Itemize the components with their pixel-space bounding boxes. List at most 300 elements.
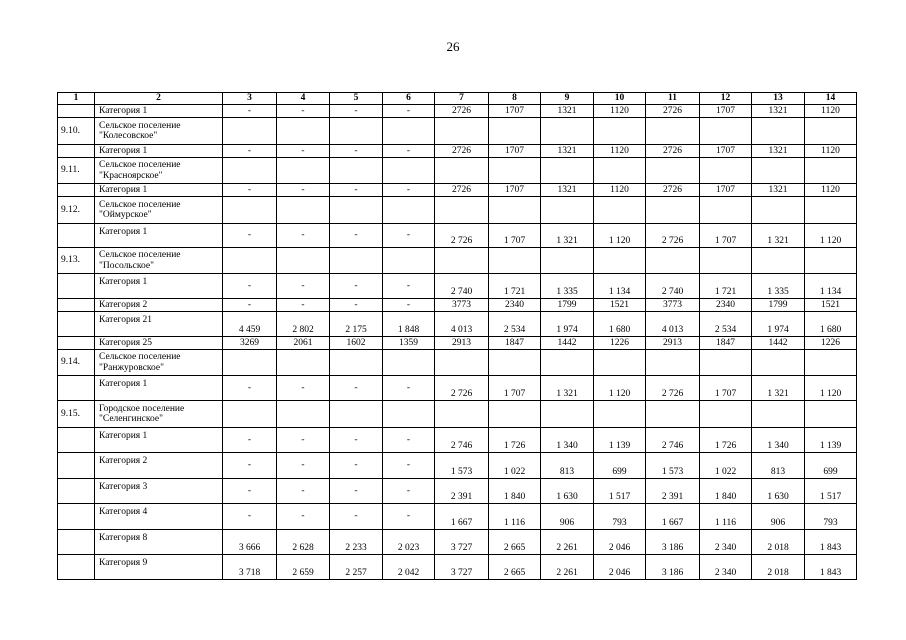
column-header: 1 — [58, 93, 95, 105]
value-cell: 3773 — [646, 299, 700, 312]
column-header: 4 — [277, 93, 330, 105]
value-cell — [277, 197, 330, 224]
value-cell: 2726 — [646, 145, 700, 158]
value-cell — [223, 401, 277, 428]
value-cell: - — [223, 504, 277, 530]
value-cell: 2 659 — [277, 555, 330, 580]
value-cell: 2 391 — [646, 479, 700, 504]
value-cell: 1226 — [805, 337, 857, 350]
value-cell — [223, 158, 277, 184]
value-cell: 1602 — [330, 337, 383, 350]
value-cell: 1 340 — [541, 428, 594, 453]
value-cell: 2 233 — [330, 530, 383, 555]
section-row — [58, 158, 857, 184]
value-cell — [752, 158, 805, 184]
value-cell: 2 261 — [541, 530, 594, 555]
value-cell: - — [383, 224, 435, 248]
value-cell: 1 974 — [752, 312, 805, 337]
value-cell: - — [277, 299, 330, 312]
value-cell: 2 726 — [646, 224, 700, 248]
category-row — [58, 337, 857, 350]
value-cell — [752, 118, 805, 145]
value-cell: 2061 — [277, 337, 330, 350]
value-cell: - — [330, 299, 383, 312]
row-name: Сельское поселение "Красноярское" — [95, 158, 223, 184]
value-cell — [594, 158, 646, 184]
value-cell: 1 134 — [594, 274, 646, 299]
value-cell — [805, 350, 857, 376]
value-cell: - — [277, 428, 330, 453]
row-number: 9.15. — [58, 401, 95, 428]
value-cell: 1 726 — [700, 428, 752, 453]
column-header: 7 — [435, 93, 489, 105]
value-cell: - — [277, 145, 330, 158]
value-cell — [223, 118, 277, 145]
value-cell: 813 — [541, 453, 594, 479]
value-cell: - — [330, 224, 383, 248]
value-cell: 1120 — [805, 145, 857, 158]
row-name: Категория 25 — [95, 337, 223, 350]
value-cell: 1 721 — [489, 274, 541, 299]
value-cell: 1 321 — [541, 376, 594, 401]
value-cell: 2 257 — [330, 555, 383, 580]
row-name: Сельское поселение "Ранжуровское" — [95, 350, 223, 376]
category-row — [58, 312, 857, 337]
section-row — [58, 197, 857, 224]
value-cell: 3 718 — [223, 555, 277, 580]
value-cell: 793 — [594, 504, 646, 530]
value-cell — [277, 401, 330, 428]
category-row — [58, 504, 857, 530]
value-cell — [805, 158, 857, 184]
value-cell: 1442 — [541, 337, 594, 350]
row-name: Сельское поселение "Посольское" — [95, 248, 223, 274]
value-cell: 2 023 — [383, 530, 435, 555]
row-number — [58, 479, 95, 504]
value-cell: - — [277, 224, 330, 248]
value-cell: - — [383, 376, 435, 401]
value-cell: - — [223, 299, 277, 312]
value-cell: 1 721 — [700, 274, 752, 299]
value-cell — [594, 197, 646, 224]
value-cell: 2 018 — [752, 530, 805, 555]
value-cell: 1 707 — [700, 224, 752, 248]
value-cell: 1 573 — [435, 453, 489, 479]
value-cell: 1359 — [383, 337, 435, 350]
value-cell — [383, 248, 435, 274]
category-row — [58, 376, 857, 401]
value-cell: - — [383, 428, 435, 453]
value-cell — [435, 248, 489, 274]
value-cell: - — [330, 376, 383, 401]
value-cell: 1321 — [541, 145, 594, 158]
value-cell: 1120 — [594, 145, 646, 158]
value-cell: 2913 — [435, 337, 489, 350]
value-cell: 1 139 — [805, 428, 857, 453]
value-cell — [594, 118, 646, 145]
row-number — [58, 312, 95, 337]
value-cell — [541, 350, 594, 376]
value-cell: 2 391 — [435, 479, 489, 504]
value-cell: 1521 — [594, 299, 646, 312]
value-cell: 1 843 — [805, 555, 857, 580]
value-cell: 3773 — [435, 299, 489, 312]
value-cell: 3 666 — [223, 530, 277, 555]
value-cell: 2 261 — [541, 555, 594, 580]
value-cell: 1 022 — [489, 453, 541, 479]
value-cell: 2340 — [700, 299, 752, 312]
value-cell: 1707 — [700, 184, 752, 197]
category-row — [58, 105, 857, 118]
value-cell: 1 321 — [541, 224, 594, 248]
column-header: 3 — [223, 93, 277, 105]
value-cell — [700, 401, 752, 428]
value-cell: - — [277, 105, 330, 118]
value-cell — [594, 350, 646, 376]
value-cell: 4 013 — [435, 312, 489, 337]
value-cell — [277, 158, 330, 184]
value-cell: 2 726 — [435, 376, 489, 401]
value-cell: 1120 — [805, 184, 857, 197]
column-header: 8 — [489, 93, 541, 105]
value-cell — [489, 197, 541, 224]
value-cell — [383, 197, 435, 224]
row-number — [58, 504, 95, 530]
value-cell — [489, 118, 541, 145]
value-cell: 1 667 — [435, 504, 489, 530]
value-cell — [752, 401, 805, 428]
value-cell: 1 680 — [805, 312, 857, 337]
value-cell — [489, 401, 541, 428]
value-cell: 2 018 — [752, 555, 805, 580]
value-cell: 2 534 — [489, 312, 541, 337]
value-cell: 1521 — [805, 299, 857, 312]
value-cell: - — [223, 105, 277, 118]
value-cell: 793 — [805, 504, 857, 530]
value-cell: - — [223, 184, 277, 197]
row-number — [58, 530, 95, 555]
value-cell: 1321 — [752, 105, 805, 118]
value-cell: - — [277, 479, 330, 504]
value-cell: 1707 — [489, 105, 541, 118]
value-cell: 2913 — [646, 337, 700, 350]
value-cell: 1 022 — [700, 453, 752, 479]
value-cell: 906 — [752, 504, 805, 530]
value-cell: - — [277, 453, 330, 479]
value-cell: 1321 — [752, 184, 805, 197]
value-cell: 1 707 — [489, 224, 541, 248]
value-cell: - — [277, 376, 330, 401]
value-cell — [700, 158, 752, 184]
value-cell: 1847 — [700, 337, 752, 350]
value-cell: - — [330, 453, 383, 479]
value-cell: - — [383, 299, 435, 312]
column-header: 12 — [700, 93, 752, 105]
value-cell: 1 840 — [700, 479, 752, 504]
value-cell: 2 042 — [383, 555, 435, 580]
row-name: Категория 2 — [95, 453, 223, 479]
value-cell: 1442 — [752, 337, 805, 350]
row-name: Сельское поселение "Колесовское" — [95, 118, 223, 145]
value-cell — [435, 118, 489, 145]
value-cell — [594, 401, 646, 428]
value-cell: 3 727 — [435, 530, 489, 555]
value-cell: 1 630 — [752, 479, 805, 504]
value-cell: 2 340 — [700, 530, 752, 555]
header-row — [58, 93, 857, 105]
value-cell — [700, 350, 752, 376]
category-row — [58, 530, 857, 555]
value-cell — [330, 401, 383, 428]
value-cell: 1 335 — [541, 274, 594, 299]
value-cell — [700, 118, 752, 145]
value-cell — [330, 248, 383, 274]
row-name: Категория 1 — [95, 428, 223, 453]
value-cell: 2 046 — [594, 530, 646, 555]
category-row — [58, 224, 857, 248]
value-cell: 1 517 — [594, 479, 646, 504]
row-number — [58, 428, 95, 453]
row-name: Категория 9 — [95, 555, 223, 580]
row-name: Городское поселение "Селенгинское" — [95, 401, 223, 428]
value-cell — [594, 248, 646, 274]
row-name: Категория 21 — [95, 312, 223, 337]
value-cell — [330, 197, 383, 224]
value-cell — [646, 197, 700, 224]
value-cell: 1 120 — [594, 376, 646, 401]
category-row — [58, 428, 857, 453]
value-cell — [489, 248, 541, 274]
value-cell: 1 573 — [646, 453, 700, 479]
value-cell: 2726 — [435, 145, 489, 158]
row-name: Категория 2 — [95, 299, 223, 312]
value-cell: 1226 — [594, 337, 646, 350]
value-cell: 1 321 — [752, 376, 805, 401]
value-cell: 1 517 — [805, 479, 857, 504]
row-number — [58, 224, 95, 248]
row-name: Категория 1 — [95, 105, 223, 118]
value-cell: - — [223, 376, 277, 401]
category-row — [58, 145, 857, 158]
value-cell: 2726 — [646, 105, 700, 118]
row-name: Категория 1 — [95, 145, 223, 158]
value-cell: 3 186 — [646, 555, 700, 580]
column-header: 14 — [805, 93, 857, 105]
column-header: 5 — [330, 93, 383, 105]
value-cell: - — [330, 274, 383, 299]
value-cell: 1847 — [489, 337, 541, 350]
value-cell: 1799 — [541, 299, 594, 312]
value-cell: 1799 — [752, 299, 805, 312]
value-cell — [646, 248, 700, 274]
value-cell: 1 974 — [541, 312, 594, 337]
column-header: 2 — [95, 93, 223, 105]
category-row — [58, 555, 857, 580]
column-header: 9 — [541, 93, 594, 105]
value-cell — [752, 197, 805, 224]
value-cell: - — [277, 504, 330, 530]
category-row — [58, 299, 857, 312]
value-cell: 1321 — [752, 145, 805, 158]
value-cell: 1 667 — [646, 504, 700, 530]
value-cell: - — [330, 479, 383, 504]
value-cell — [330, 118, 383, 145]
row-number — [58, 105, 95, 118]
category-row — [58, 184, 857, 197]
value-cell: 699 — [594, 453, 646, 479]
section-row — [58, 248, 857, 274]
value-cell: 4 459 — [223, 312, 277, 337]
value-cell — [277, 118, 330, 145]
column-header: 6 — [383, 93, 435, 105]
value-cell — [435, 197, 489, 224]
value-cell: 1 321 — [752, 224, 805, 248]
value-cell: 2 534 — [700, 312, 752, 337]
value-cell: 2 746 — [646, 428, 700, 453]
value-cell: 2 726 — [646, 376, 700, 401]
value-cell: 2 740 — [435, 274, 489, 299]
value-cell: 2 726 — [435, 224, 489, 248]
value-cell: 1 120 — [594, 224, 646, 248]
value-cell: - — [330, 504, 383, 530]
value-cell — [277, 350, 330, 376]
value-cell — [646, 118, 700, 145]
value-cell — [435, 401, 489, 428]
value-cell: 699 — [805, 453, 857, 479]
tariff-table — [57, 92, 857, 580]
value-cell: - — [277, 184, 330, 197]
row-name: Категория 3 — [95, 479, 223, 504]
row-name: Категория 1 — [95, 376, 223, 401]
value-cell — [383, 118, 435, 145]
section-row — [58, 401, 857, 428]
value-cell — [383, 401, 435, 428]
value-cell: 1 335 — [752, 274, 805, 299]
value-cell: - — [383, 274, 435, 299]
category-row — [58, 479, 857, 504]
row-number: 9.11. — [58, 158, 95, 184]
row-number — [58, 145, 95, 158]
value-cell — [489, 158, 541, 184]
value-cell: 1707 — [489, 145, 541, 158]
row-number: 9.10. — [58, 118, 95, 145]
value-cell: 2 802 — [277, 312, 330, 337]
value-cell — [541, 401, 594, 428]
value-cell: - — [330, 145, 383, 158]
row-number — [58, 376, 95, 401]
value-cell: 1 630 — [541, 479, 594, 504]
category-row — [58, 453, 857, 479]
row-number — [58, 274, 95, 299]
column-header: 10 — [594, 93, 646, 105]
column-header: 13 — [752, 93, 805, 105]
value-cell: 2 340 — [700, 555, 752, 580]
row-name: Сельское поселение "Оймурское" — [95, 197, 223, 224]
value-cell: 2 746 — [435, 428, 489, 453]
category-row — [58, 274, 857, 299]
row-name: Категория 1 — [95, 184, 223, 197]
value-cell: - — [330, 184, 383, 197]
row-number: 9.12. — [58, 197, 95, 224]
value-cell — [383, 158, 435, 184]
value-cell: 1321 — [541, 184, 594, 197]
row-name: Категория 1 — [95, 274, 223, 299]
value-cell: 1707 — [700, 145, 752, 158]
value-cell: 1 116 — [700, 504, 752, 530]
value-cell: - — [223, 479, 277, 504]
value-cell — [541, 248, 594, 274]
value-cell: 1120 — [805, 105, 857, 118]
value-cell: - — [330, 105, 383, 118]
value-cell: 2726 — [435, 105, 489, 118]
value-cell: - — [223, 428, 277, 453]
value-cell — [541, 197, 594, 224]
value-cell: - — [383, 145, 435, 158]
value-cell: 1 120 — [805, 376, 857, 401]
value-cell — [646, 401, 700, 428]
section-row — [58, 350, 857, 376]
row-name: Категория 8 — [95, 530, 223, 555]
row-name: Категория 4 — [95, 504, 223, 530]
page-number: 26 — [446, 39, 460, 54]
value-cell: 1 707 — [700, 376, 752, 401]
value-cell: 1 840 — [489, 479, 541, 504]
value-cell: - — [223, 274, 277, 299]
value-cell — [435, 158, 489, 184]
value-cell — [383, 350, 435, 376]
value-cell: 1 707 — [489, 376, 541, 401]
value-cell: 1 134 — [805, 274, 857, 299]
value-cell — [805, 197, 857, 224]
value-cell: 1 139 — [594, 428, 646, 453]
column-header: 11 — [646, 93, 700, 105]
value-cell: 1120 — [594, 105, 646, 118]
value-cell — [700, 197, 752, 224]
value-cell: 2340 — [489, 299, 541, 312]
value-cell: 3 727 — [435, 555, 489, 580]
value-cell — [541, 158, 594, 184]
value-cell: - — [383, 453, 435, 479]
value-cell: - — [383, 504, 435, 530]
value-cell — [752, 248, 805, 274]
row-number — [58, 453, 95, 479]
value-cell — [805, 248, 857, 274]
value-cell — [805, 401, 857, 428]
row-name: Категория 1 — [95, 224, 223, 248]
value-cell: - — [223, 224, 277, 248]
value-cell: 2726 — [646, 184, 700, 197]
row-number: 9.14. — [58, 350, 95, 376]
value-cell: - — [223, 145, 277, 158]
value-cell: - — [383, 479, 435, 504]
value-cell — [805, 118, 857, 145]
value-cell — [489, 350, 541, 376]
value-cell: 2726 — [435, 184, 489, 197]
value-cell — [330, 350, 383, 376]
value-cell — [223, 197, 277, 224]
value-cell: 1 120 — [805, 224, 857, 248]
value-cell: 4 013 — [646, 312, 700, 337]
value-cell — [541, 118, 594, 145]
value-cell: 1 680 — [594, 312, 646, 337]
value-cell: - — [383, 184, 435, 197]
value-cell: 2 046 — [594, 555, 646, 580]
value-cell: 906 — [541, 504, 594, 530]
value-cell: 2 740 — [646, 274, 700, 299]
value-cell: 2 628 — [277, 530, 330, 555]
value-cell: 1 843 — [805, 530, 857, 555]
value-cell: 2 665 — [489, 555, 541, 580]
